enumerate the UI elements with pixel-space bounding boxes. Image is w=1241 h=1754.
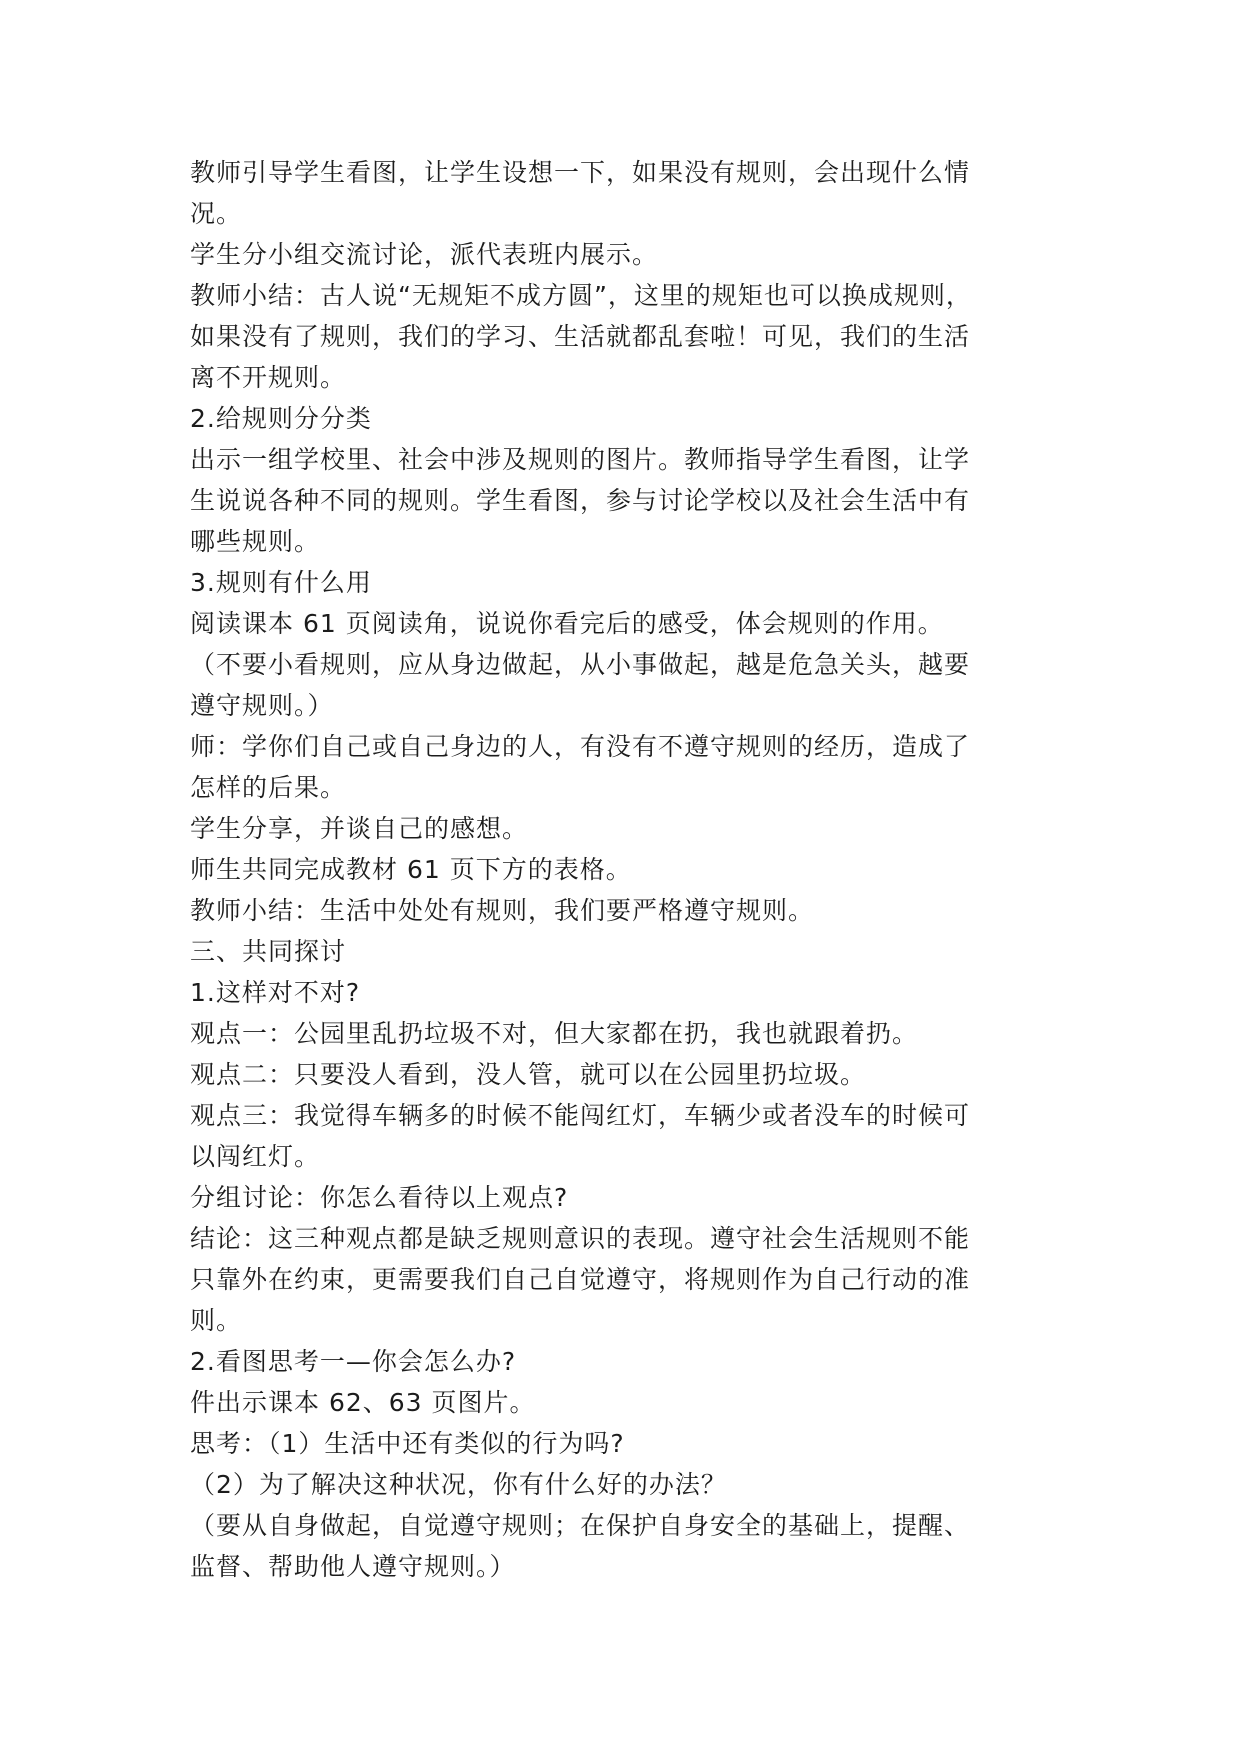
text-line: 思考：（1）生活中还有类似的行为吗? <box>190 1429 625 1458</box>
section-heading: 1.这样对不对? <box>190 978 361 1007</box>
text-line: 出示一组学校里、社会中涉及规则的图片。教师指导学生看图，让学 <box>190 445 971 474</box>
section-heading: 三、共同探讨 <box>190 937 347 966</box>
section-heading: 2.给规则分分类 <box>190 404 372 433</box>
text-line: 结论：这三种观点都是缺乏规则意识的表现。遵守社会生活规则不能 <box>190 1224 971 1253</box>
text-line: 件出示课本 62、63 页图片。 <box>190 1388 536 1417</box>
text-line: 阅读课本 61 页阅读角，说说你看完后的感受，体会规则的作用。 <box>190 609 944 638</box>
text-line: 教师小结：古人说“无规矩不成方圆”，这里的规矩也可以换成规则， <box>190 281 972 310</box>
text-line: 怎样的后果。 <box>190 773 347 802</box>
text-line: （要从自身做起，自觉遵守规则；在保护自身安全的基础上，提醒、 <box>190 1511 971 1540</box>
text-line: 况。 <box>190 199 243 228</box>
text-line: 则。 <box>190 1306 243 1335</box>
text-line: 观点二：只要没人看到，没人管，就可以在公园里扔垃圾。 <box>190 1060 867 1089</box>
text-line: 分组讨论：你怎么看待以上观点? <box>190 1183 569 1212</box>
text-line: 如果没有了规则，我们的学习、生活就都乱套啦！可见，我们的生活 <box>190 322 971 351</box>
text-line: 遵守规则。） <box>190 691 334 720</box>
text-line: 师生共同完成教材 61 页下方的表格。 <box>190 855 632 884</box>
text-line: 教师引导学生看图，让学生设想一下，如果没有规则，会出现什么情 <box>190 158 971 187</box>
text-line: （2）为了解决这种状况，你有什么好的办法？ <box>190 1470 727 1499</box>
text-line: 师：学你们自己或自己身边的人，有没有不遵守规则的经历，造成了 <box>190 732 971 761</box>
text-line: 生说说各种不同的规则。学生看图，参与讨论学校以及社会生活中有 <box>190 486 971 515</box>
text-line: 只靠外在约束，更需要我们自己自觉遵守，将规则作为自己行动的准 <box>190 1265 971 1294</box>
text-line: 观点三：我觉得车辆多的时候不能闯红灯，车辆少或者没车的时候可 <box>190 1101 971 1130</box>
text-line: 学生分享，并谈自己的感想。 <box>190 814 529 843</box>
section-heading: 2.看图思考一—你会怎么办? <box>190 1347 517 1376</box>
document-body <box>190 152 1070 1587</box>
text-line: 观点一：公园里乱扔垃圾不对，但大家都在扔，我也就跟着扔。 <box>190 1019 919 1048</box>
text-line: （不要小看规则，应从身边做起，从小事做起，越是危急关头，越要 <box>190 650 971 679</box>
text-line: 离不开规则。 <box>190 363 347 392</box>
text-line: 哪些规则。 <box>190 527 321 556</box>
text-line: 教师小结：生活中处处有规则，我们要严格遵守规则。 <box>190 896 815 925</box>
text-line: 学生分小组交流讨论，派代表班内展示。 <box>190 240 659 269</box>
text-line: 监督、帮助他人遵守规则。） <box>190 1552 516 1581</box>
section-heading: 3.规则有什么用 <box>190 568 372 597</box>
text-line: 以闯红灯。 <box>190 1142 321 1171</box>
